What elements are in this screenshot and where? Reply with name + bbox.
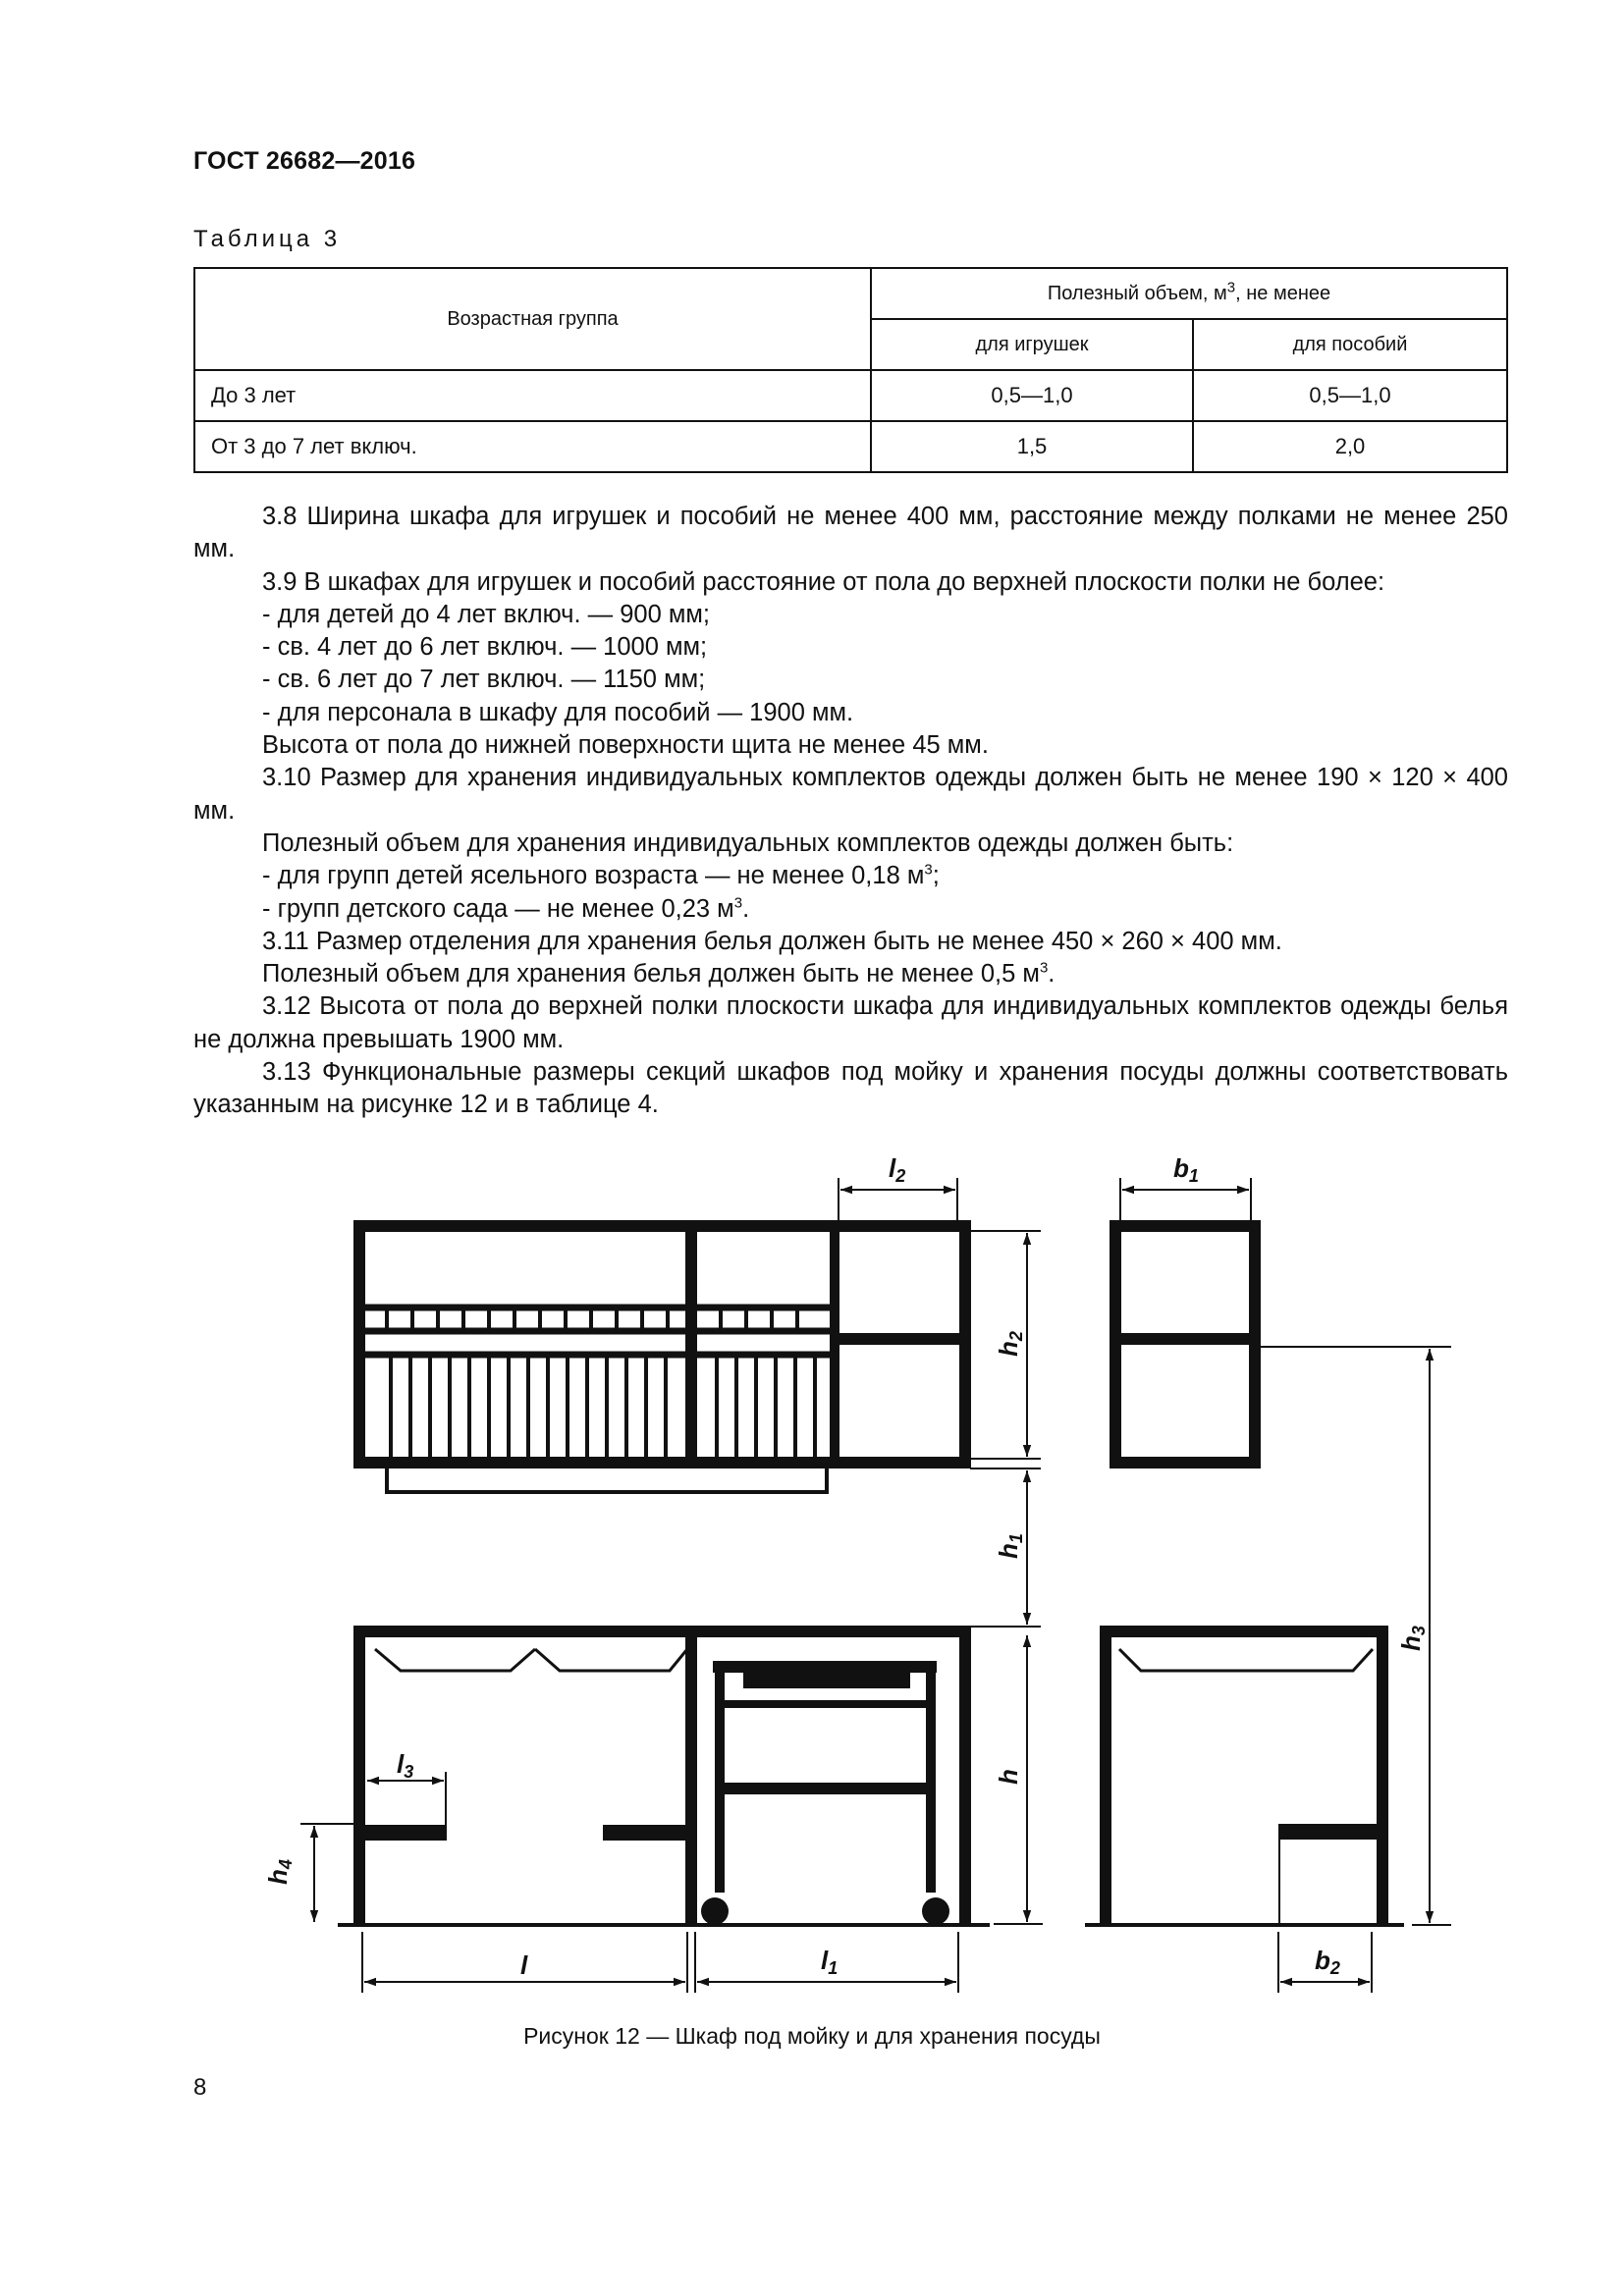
cell-group: От 3 до 7 лет включ.: [194, 421, 871, 472]
lower-cabinet-front: [338, 1631, 990, 1925]
dim-label-l1: l1: [821, 1946, 839, 1978]
list-item: - для персонала в шкафу для пособий — 1900 мм.: [262, 698, 854, 726]
list-item: - для детей до 4 лет включ. — 900 мм;: [262, 600, 710, 628]
table-row: [194, 421, 1507, 472]
dish-rack: [387, 1308, 815, 1459]
dimension-lines: [300, 1178, 1451, 1993]
table-row: [194, 370, 1507, 421]
paragraph-3-10: 3.10 Размер для хранения индивидуальных комплектов одежды должен быть не менее 190 × 120 × 400 мм.: [193, 764, 1508, 825]
header-toys: для игрушек: [871, 319, 1193, 370]
paragraph-3-11-b: Полезный объем для хранения белья должен быть не менее 0,5 $м^3$.: [262, 959, 1056, 988]
cell-aids: 2,0: [1193, 421, 1507, 472]
paragraph-3-13: 3.13 Функциональные размеры секций шкафов под мойку и хранения посуды должны соответствовать указанным на рисунке 12 и в таблице 4.: [193, 1058, 1508, 1119]
paragraph-3-9: 3.9 В шкафах для игрушек и пособий расстояние от пола до верхней плоскости полки не более:: [262, 567, 1385, 596]
dim-label-b2: b2: [1315, 1946, 1340, 1978]
dim-label-h2: h2: [994, 1331, 1026, 1357]
header-aids: для пособий: [1193, 319, 1507, 370]
dim-label-h4: h4: [263, 1859, 296, 1885]
paragraph-3-12: 3.12 Высота от пола до верхней полки плоскости шкафа для индивидуальных комплектов одежды белья не должна превышать 1900 мм.: [193, 992, 1508, 1053]
header-volume: Полезный объем, $м^3$, не менее: [871, 268, 1507, 319]
cell-group: До 3 лет: [194, 370, 871, 421]
dimension-labels: [263, 1153, 1429, 1980]
document-header: ГОСТ 26682—2016: [193, 147, 416, 175]
paragraph-3-10-b: Полезный объем для хранения индивидуальных комплектов одежды должен быть:: [262, 828, 1234, 857]
list-item: - групп детского сада — не менее 0,23 $м^3$.: [262, 894, 750, 923]
page-number: 8: [193, 2074, 207, 2101]
dim-label-h1: h1: [994, 1533, 1026, 1559]
cell-aids: 0,5—1,0: [1193, 370, 1507, 421]
table-caption: Таблица 3: [193, 226, 342, 252]
dim-label-l: l: [520, 1950, 528, 1980]
dim-label-l2: l2: [889, 1153, 906, 1186]
upper-cabinet-front: [359, 1226, 965, 1492]
list-item: - св. 6 лет до 7 лет включ. — 1150 мм;: [262, 666, 706, 694]
lower-cabinet-side: [1085, 1631, 1404, 1925]
dim-label-b1: b1: [1173, 1153, 1199, 1186]
paragraph-3-11: 3.11 Размер отделения для хранения белья должен быть не менее 450 × 260 × 400 мм.: [262, 927, 1282, 955]
paragraph-3-8: 3.8 Ширина шкафа для игрушек и пособий не менее 400 мм, расстояние между полками не менее 250 мм.: [193, 503, 1508, 563]
body-text: [193, 501, 1508, 1122]
list-item: - св. 4 лет до 6 лет включ. — 1000 мм;: [262, 633, 708, 662]
trolley-wheel: [701, 1897, 729, 1925]
dim-label-h: h: [994, 1769, 1023, 1785]
trolley-wheel: [922, 1897, 949, 1925]
header-age-group: Возрастная группа: [194, 268, 871, 370]
cell-toys: 0,5—1,0: [871, 370, 1193, 421]
figure-caption: Рисунок 12 — Шкаф под мойку и для хранения посуды: [523, 2023, 1101, 2049]
cell-toys: 1,5: [871, 421, 1193, 472]
table-3: [193, 267, 1508, 473]
upper-cabinet-side: [1115, 1226, 1255, 1463]
dim-label-l3: l3: [397, 1749, 414, 1782]
dim-label-h3: h3: [1396, 1626, 1429, 1651]
list-item: - для групп детей ясельного возраста — не менее 0,18 $м^3$;: [262, 861, 940, 890]
paragraph-3-9-tail: Высота от пола до нижней поверхности щита не менее 45 мм.: [262, 731, 989, 760]
